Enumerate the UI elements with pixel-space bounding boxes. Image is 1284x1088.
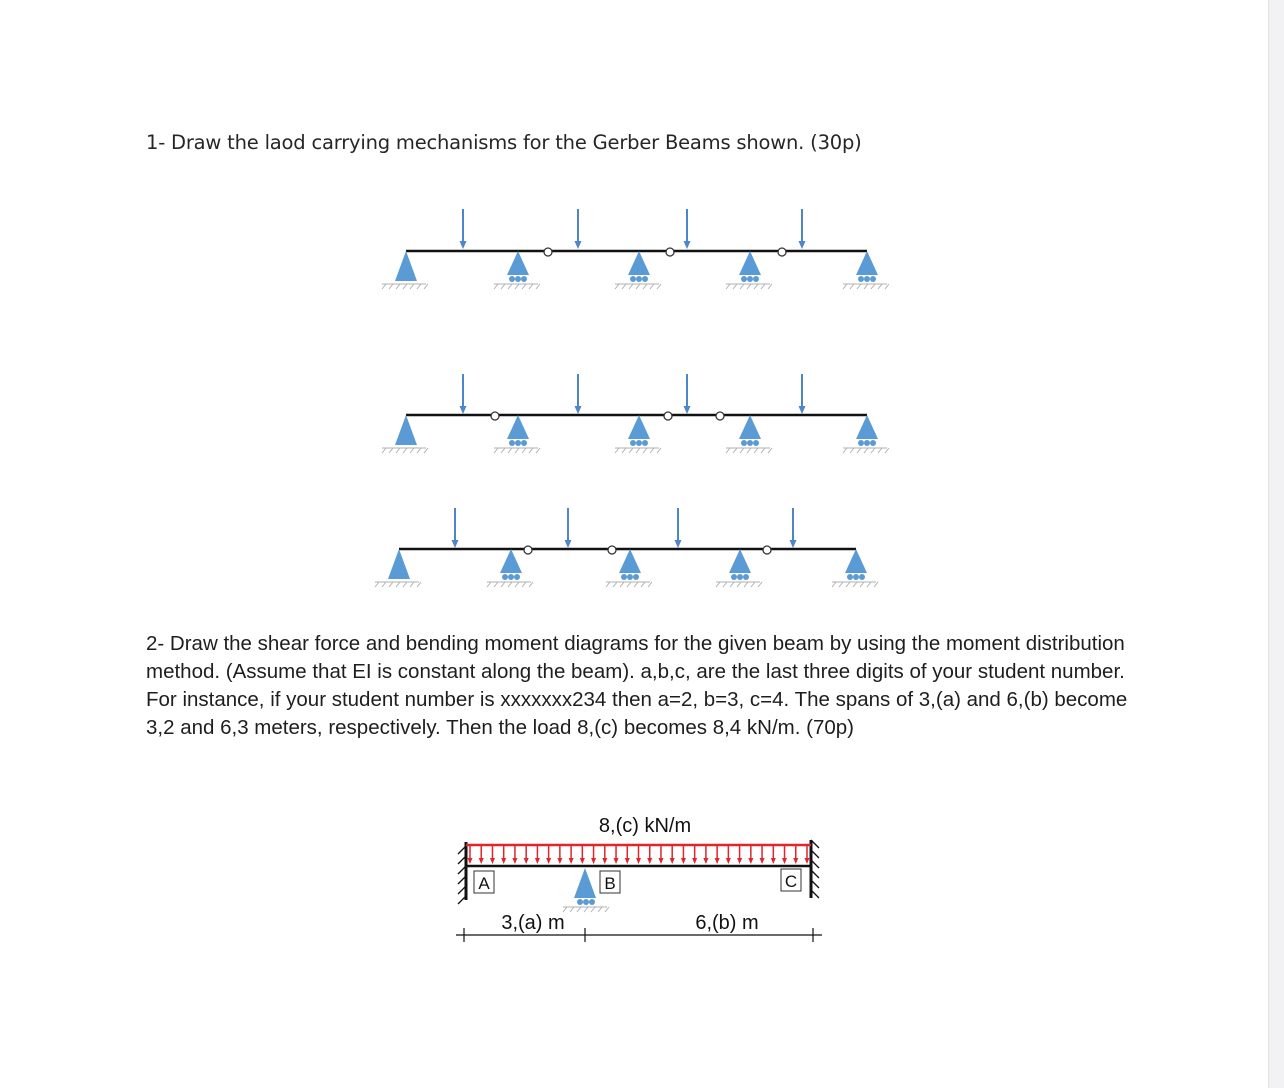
udl-arrow-head	[715, 858, 720, 864]
roller-support	[726, 415, 772, 453]
point-load-arrow	[565, 508, 572, 548]
udl-arrow-head	[670, 858, 675, 864]
point-load-arrow	[799, 209, 806, 249]
udl-arrow-head	[468, 858, 473, 864]
point-load-arrow	[799, 374, 806, 414]
udl-arrow-head	[782, 858, 787, 864]
node-label-a: A	[478, 874, 490, 893]
udl-arrow-head	[760, 858, 765, 864]
hinge	[544, 248, 552, 256]
point-load-arrow	[684, 209, 691, 249]
udl-arrow-head	[501, 858, 506, 864]
gerber-beam-2	[382, 374, 889, 453]
gerber-beam-1	[382, 209, 889, 289]
udl-arrow-head	[614, 858, 619, 864]
hinge	[666, 248, 674, 256]
node-label-c: C	[784, 872, 798, 891]
udl-arrow-head	[636, 858, 641, 864]
load-label: 8,(c) kN/m	[598, 815, 692, 837]
udl-arrow-head	[692, 858, 697, 864]
point-load-arrow	[790, 508, 797, 548]
udl-arrow-head	[658, 858, 663, 864]
roller-support	[615, 251, 661, 289]
point-load-arrow	[684, 374, 691, 414]
udl-arrow-head	[569, 858, 574, 864]
udl-arrow-head	[703, 858, 708, 864]
hinge	[778, 248, 786, 256]
hinge	[664, 412, 672, 420]
roller-support	[843, 415, 889, 453]
hinge	[716, 412, 724, 420]
roller-support	[726, 251, 772, 289]
udl-arrow-head	[681, 858, 686, 864]
fixed-support-right	[811, 840, 819, 898]
point-load-arrow	[675, 508, 682, 548]
roller-support	[615, 415, 661, 453]
hinge	[763, 546, 771, 554]
udl-arrow-head	[805, 858, 810, 864]
udl-arrow-head	[602, 858, 607, 864]
roller-support	[716, 549, 762, 587]
udl-arrow-head	[535, 858, 540, 864]
udl-arrow-head	[647, 858, 652, 864]
point-load-arrow	[452, 508, 459, 548]
udl-arrow-head	[591, 858, 596, 864]
udl-arrow-head	[479, 858, 484, 864]
udl-arrow-head	[737, 858, 742, 864]
point-load-arrow	[460, 374, 467, 414]
point-load-arrow	[575, 374, 582, 414]
udl-arrow-head	[625, 858, 630, 864]
gerber-beam-3	[375, 508, 878, 587]
hinge	[491, 412, 499, 420]
pin-support	[375, 549, 421, 587]
hinge	[608, 546, 616, 554]
udl-arrow-head	[771, 858, 776, 864]
udl-arrow-head	[512, 858, 517, 864]
point-load-arrow	[575, 209, 582, 249]
udl-arrow-head	[580, 858, 585, 864]
question-2-text: 2- Draw the shear force and bending moment diagrams for the given beam by using the moment distribution method. (Assume that EI is constant along the beam). a,b,c, are the last three digits of your student number. For instance, if your student number is xxxxxxx234 then a=2, b=3, c=4. The spans of 3,(a) and 6,(b) become 3,2 and 6,3 meters, respectively. Then the load 8,(c) becomes 8,4 kN/m. (70p)	[146, 632, 1128, 739]
roller-support	[494, 251, 540, 289]
pin-support	[382, 251, 428, 289]
hinge	[524, 546, 532, 554]
udl-arrow-head	[490, 858, 495, 864]
roller-support	[606, 549, 652, 587]
roller-support	[843, 251, 889, 289]
roller-support	[494, 415, 540, 453]
distributed-load	[466, 845, 811, 864]
pin-support	[382, 415, 428, 453]
roller-support	[832, 549, 878, 587]
udl-arrow-head	[557, 858, 562, 864]
udl-arrow-head	[726, 858, 731, 864]
point-load-arrow	[460, 209, 467, 249]
udl-arrow-head	[748, 858, 753, 864]
continuous-beam-figure	[456, 815, 822, 942]
fixed-support-left	[458, 842, 466, 904]
udl-arrow-head	[546, 858, 551, 864]
span-ab-label: 3,(a) m	[501, 912, 565, 934]
roller-support	[487, 549, 533, 587]
question-1-text: 1- Draw the laod carrying mechanisms for the Gerber Beams shown. (30p)	[146, 131, 862, 154]
udl-arrow-head	[793, 858, 798, 864]
node-label-b: B	[604, 874, 616, 893]
udl-arrow-head	[524, 858, 529, 864]
span-bc-label: 6,(b) m	[695, 912, 759, 934]
